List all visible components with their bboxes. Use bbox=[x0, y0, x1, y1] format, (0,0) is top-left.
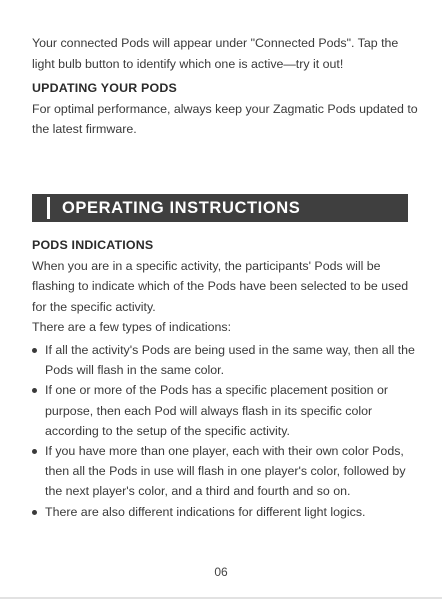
indications-paragraph: When you are in a specific activity, the participants' Pods will be flashing to indicate which of the Pods have been selected to be used for the specific activity. bbox=[32, 259, 409, 314]
connected-pods-text: Your connected Pods will appear under "Connected Pods". Tap the light bulb button to identify which one is active—try it out! bbox=[32, 36, 399, 71]
indication-list bbox=[32, 340, 418, 522]
intro-section bbox=[32, 33, 418, 140]
section-title: OPERATING INSTRUCTIONS bbox=[62, 198, 301, 217]
list-item: If you have more than one player, each with their own color Pods, then all the Pods in use will flash in one player's color, followed by the next player's color, and a third and fourth and so on. bbox=[32, 441, 418, 502]
banner-accent-bar bbox=[47, 197, 50, 219]
pods-indications-section bbox=[32, 235, 418, 522]
pods-indications-heading: PODS INDICATIONS bbox=[32, 238, 154, 252]
list-item: If one or more of the Pods has a specific placement position or purpose, then each Pod will always flash in its specific color according to the setup of the specific activity. bbox=[32, 380, 418, 441]
section-banner bbox=[32, 194, 408, 222]
updating-text: For optimal performance, always keep your Zagmatic Pods updated to the latest firmware. bbox=[32, 101, 418, 136]
list-item: There are also different indications for different light logics. bbox=[32, 502, 418, 522]
list-item: If all the activity's Pods are being used in the same way, then all the Pods will flash in the same color. bbox=[32, 340, 418, 380]
updating-heading: UPDATING YOUR PODS bbox=[32, 81, 177, 95]
page-number: 06 bbox=[214, 565, 228, 579]
indication-types-intro: There are a few types of indications: bbox=[32, 319, 232, 334]
